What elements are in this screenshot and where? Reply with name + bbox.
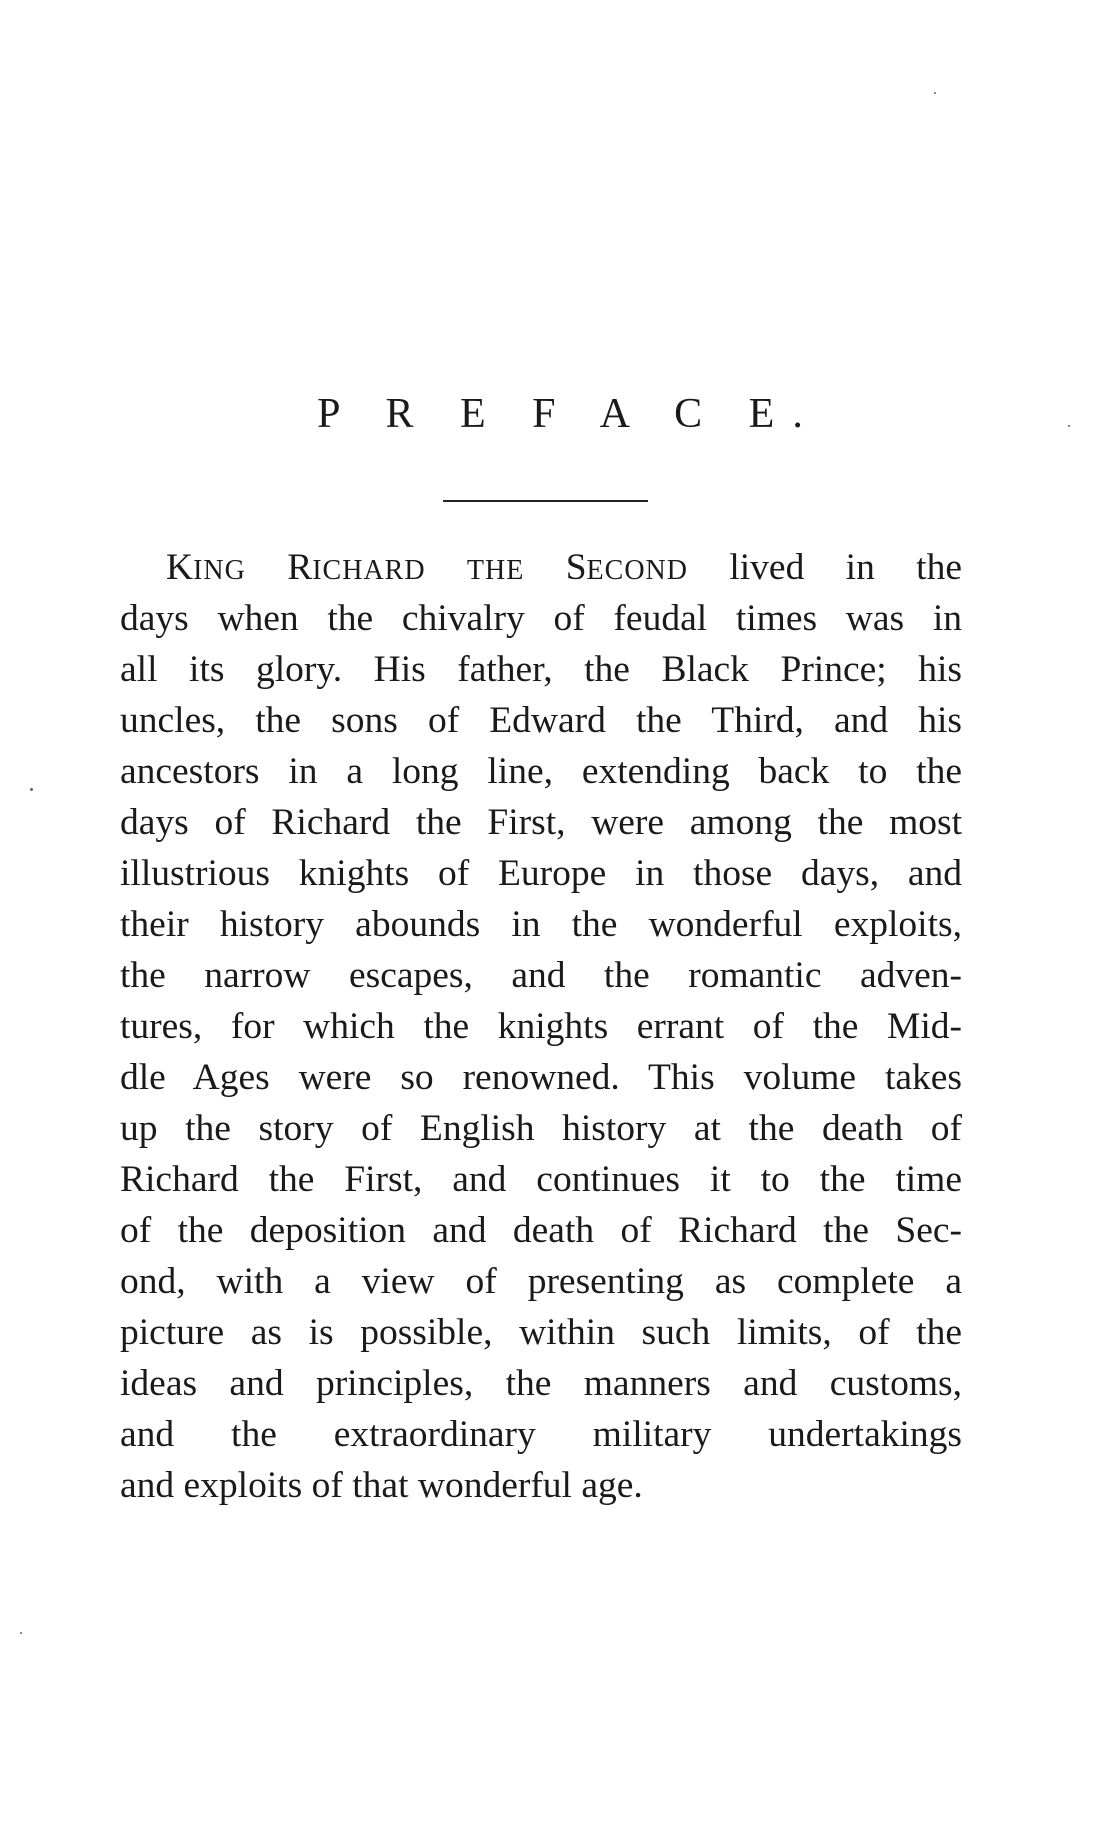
paragraph-line: ancestors in a long line, extending back to the (120, 751, 962, 792)
preface-paragraph (120, 542, 962, 1511)
paragraph-line: days when the chivalry of feudal times was in (120, 598, 962, 639)
paragraph-line: and the extraordinary military undertakings (120, 1414, 962, 1455)
paragraph-line: illustrious knights of Europe in those days, and (120, 853, 962, 894)
opening-words: KING RICHARD THE SECOND (166, 547, 688, 588)
paragraph-line: ideas and principles, the manners and customs, (120, 1363, 962, 1404)
paper-speck (934, 92, 936, 94)
paragraph-line: ond, with a view of presenting as complete a (120, 1261, 962, 1302)
paper-speck (1068, 425, 1070, 427)
paragraph-line: the narrow escapes, and the romantic adven- (120, 955, 962, 996)
title-rule (443, 500, 648, 502)
paragraph-line: uncles, the sons of Edward the Third, and his (120, 700, 962, 741)
paragraph-line: all its glory. His father, the Black Prince; his (120, 649, 962, 690)
paper-speck (30, 788, 33, 791)
paragraph-line: Richard the First, and continues it to the time (120, 1159, 962, 1200)
page-title: P R E F A C E. (317, 391, 821, 437)
paragraph-line: KING RICHARD THE SECOND lived in the (166, 547, 962, 588)
paragraph-line: picture as is possible, within such limits, of the (120, 1312, 962, 1353)
paragraph-line: dle Ages were so renowned. This volume takes (120, 1057, 962, 1098)
paragraph-line: and exploits of that wonderful age. (120, 1465, 643, 1506)
paragraph-line: of the deposition and death of Richard the Sec- (120, 1210, 962, 1251)
paragraph-line: up the story of English history at the death of (120, 1108, 962, 1149)
paragraph-line: their history abounds in the wonderful exploits, (120, 904, 962, 945)
paper-speck (20, 1632, 22, 1634)
paragraph-line: tures, for which the knights errant of the Mid- (120, 1006, 962, 1047)
paragraph-line: days of Richard the First, were among the most (120, 802, 962, 843)
